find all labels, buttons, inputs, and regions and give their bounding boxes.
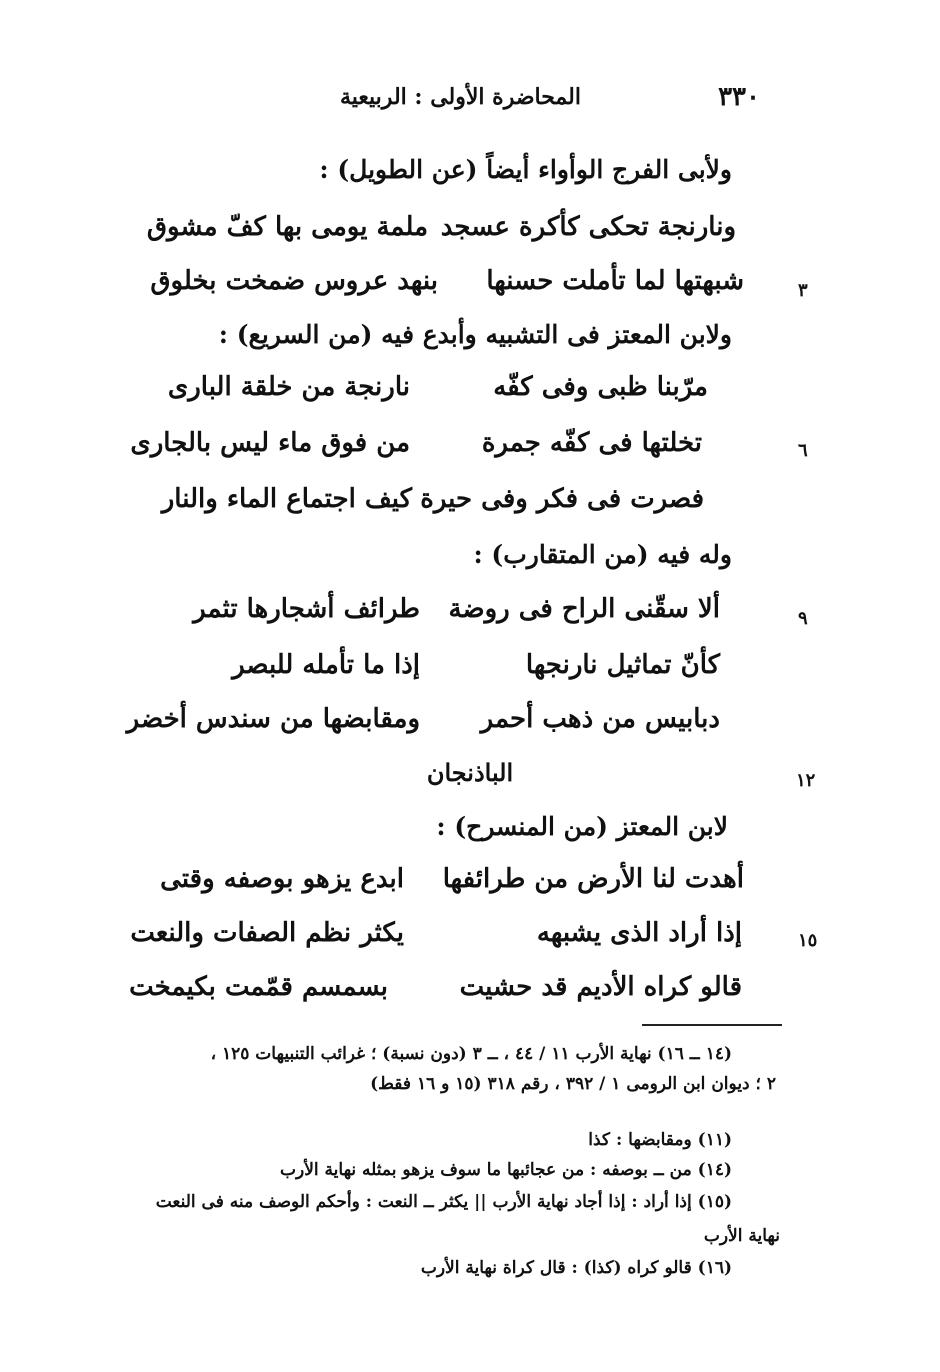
line-number: ٣ (798, 280, 808, 301)
page-number: ٣٣٠ (718, 82, 760, 112)
footnote-line: (١١) ومقابضها : كذا (588, 1130, 732, 1150)
footnote-line: (١٥) إذا أراد : إذا أجاد نهاية الأرب || يكثر ــ النعت : وأحكم الوصف منه فى النعت (155, 1192, 732, 1212)
verse-second-hemistich: كيف اجتماع الماء والنار (161, 484, 412, 514)
footnote-line: ٢ ؛ ديوان ابن الرومى ١ / ٣٩٢ ، رقم ٣١٨ (١٥ و ١٦ فقط) (370, 1074, 776, 1094)
verse-first-hemistich: كأنّ تماثيل نارنجها (525, 650, 720, 680)
verse-first-hemistich: دبابيس من ذهب أحمر (480, 704, 720, 734)
verse-first-hemistich: ألا سقّنى الراح فى روضة (448, 594, 720, 624)
verse-first-hemistich: فصرت فى فكر وفى حيرة (420, 484, 704, 514)
footnote-line: (١٤) من ــ بوصفه : من عجائبها ما سوف يزهو بمثله نهاية الأرب (280, 1160, 732, 1180)
verse-first-hemistich: قالو كراه الأديم قد حشيت (459, 972, 742, 1002)
verse-second-hemistich: إذا ما تأمله للبصر (232, 650, 420, 680)
verse-first-hemistich: مرّبنا ظبى وفى كفّه (493, 372, 708, 402)
line-number: ١٢ (796, 770, 816, 791)
verse-second-hemistich: ومقابضها من سندس أخضر (126, 704, 420, 734)
verse-second-hemistich: من فوق ماء ليس بالجارى (130, 428, 410, 458)
verse-first-hemistich: ونارنجة تحكى كأكرة عسجد (440, 212, 736, 242)
verse-intro: وله فيه (من المتقارب) : (473, 540, 732, 569)
verse-intro: لابن المعتز (من المنسرح) : (436, 812, 728, 841)
verse-second-hemistich: طرائف أشجارها تثمر (193, 594, 420, 624)
verse-first-hemistich: تخلتها فى كفّه جمرة (481, 428, 702, 458)
verse-second-hemistich: بنهد عروس ضمخت بخلوق (150, 266, 438, 296)
line-number: ٩ (798, 608, 808, 629)
footnote-line: (١٤ ــ ١٦) نهاية الأرب ١١ / ٤٤ ، ــ ٣ (دون نسبة) ؛ غرائب التنبيهات ١٢٥ ، (210, 1044, 732, 1064)
verse-intro: ولابن المعتز فى التشبيه وأبدع فيه (من السريع) : (218, 320, 732, 349)
verse-second-hemistich: بسمسم قمّمت بكيمخت (129, 972, 388, 1002)
page-header (300, 82, 770, 118)
verse-intro: ولأبى الفرج الوأواء أيضاً (عن الطويل) : (319, 155, 732, 184)
line-number: ٦ (798, 440, 808, 461)
verse-second-hemistich: ابدع يزهو بوصفه وقتى (160, 864, 404, 894)
verse-first-hemistich: إذا أراد الذى يشبهه (536, 918, 742, 948)
verse-second-hemistich: يكثر نظم الصفات والنعت (130, 918, 404, 948)
verse-first-hemistich: أهدت لنا الأرض من طرائفها (442, 864, 744, 894)
section-title: الباذنجان (426, 758, 514, 787)
verse-first-hemistich: شبهتها لما تأملت حسنها (486, 266, 744, 296)
footnote-line: نهاية الأرب (703, 1226, 780, 1246)
footnote-divider (642, 1024, 782, 1026)
verse-second-hemistich: ملمة يومى بها كفّ مشوق (146, 212, 428, 242)
verse-second-hemistich: نارنجة من خلقة البارى (167, 372, 410, 402)
line-number: ١٥ (798, 930, 818, 951)
running-title: المحاضرة الأولى : الربيعية (340, 84, 581, 110)
footnote-line: (١٦) قالو كراه (كذا) : قال كراة نهاية الأرب (420, 1258, 732, 1278)
